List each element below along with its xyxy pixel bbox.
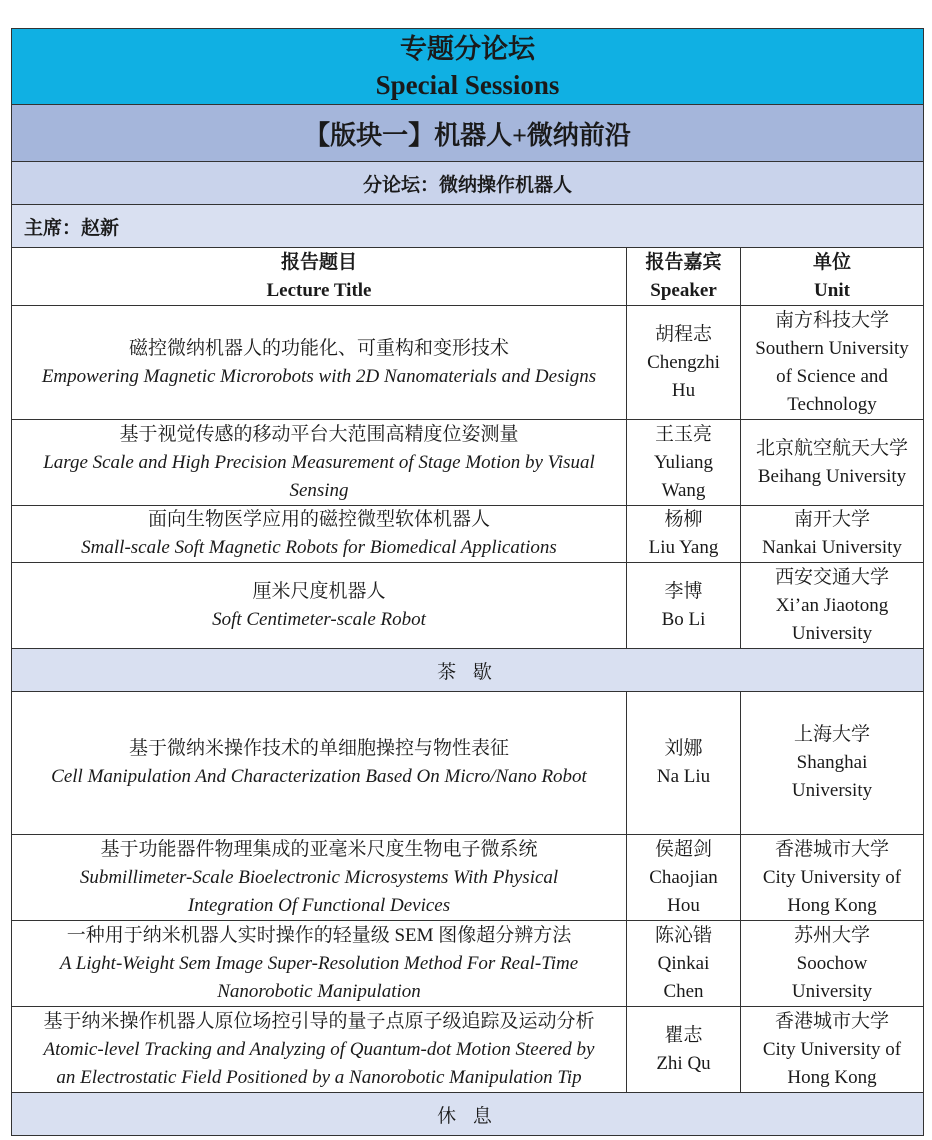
lecture-title-cell (12, 563, 627, 649)
unit-cell (741, 506, 924, 563)
subforum-title: 分论坛：微纳操作机器人 (12, 162, 924, 205)
unit-name: of Science and (776, 365, 888, 387)
lecture-title-cell (12, 835, 627, 921)
lecture-title-en: Atomic-level Tracking and Analyzing of Quantum-dot Motion Steered by (43, 1038, 595, 1060)
lecture-title-en: Cell Manipulation And Characterization Based On Micro/Nano Robot (51, 766, 587, 787)
col-unit-en: Unit (814, 279, 850, 301)
lecture-row (12, 506, 924, 563)
break-label: 茶 歇 (12, 649, 924, 692)
lecture-row (12, 921, 924, 1007)
speaker-name: 刘娜 (664, 738, 703, 759)
lecture-title-cn: 厘米尺度机器人 (252, 580, 386, 602)
speaker-name: Zhi Qu (656, 1052, 711, 1074)
title-en: Special Sessions (375, 69, 560, 100)
speaker-name: Hou (667, 894, 700, 916)
speaker-name: Hu (671, 379, 696, 401)
speaker-cell (627, 692, 741, 835)
lecture-title-cell (12, 306, 627, 420)
lecture-row (12, 1007, 924, 1093)
lecture-title-cell (12, 692, 627, 835)
lecture-title-cell (12, 1007, 627, 1093)
col-unit-cn: 单位 (813, 251, 852, 273)
unit-name: Nankai University (762, 537, 902, 558)
lecture-title-en: Empowering Magnetic Microrobots with 2D Nanomaterials and Designs (41, 365, 597, 387)
lecture-title-cn: 基于微纳米操作技术的单细胞操控与物性表征 (128, 738, 509, 759)
lecture-title-cn: 磁控微纳机器人的功能化、可重构和变形技术 (128, 337, 509, 359)
speaker-name: Chen (663, 980, 704, 1002)
lecture-title-en: Soft Centimeter-scale Robot (212, 608, 426, 630)
speaker-cell (627, 1007, 741, 1093)
page-title (12, 29, 924, 105)
lecture-title-cn: 基于功能器件物理集成的亚毫米尺度生物电子微系统 (100, 838, 538, 860)
lecture-title-en: Nanorobotic Manipulation (217, 980, 421, 1002)
speaker-name: Qinkai (657, 952, 710, 974)
speaker-cell (627, 306, 741, 420)
break-row (12, 1093, 924, 1136)
lecture-title-en: Sensing (289, 479, 349, 501)
speaker-cell (627, 563, 741, 649)
lecture-title-en: A Light-Weight Sem Image Super-Resolution Method For Real-Time (59, 952, 579, 974)
unit-cell (741, 306, 924, 420)
unit-name: University (791, 622, 873, 644)
lecture-title-cell (12, 921, 627, 1007)
col-title-cn: 报告题目 (280, 251, 357, 273)
unit-cell (741, 420, 924, 506)
col-header-title (12, 248, 627, 306)
lecture-title-cn: 基于视觉传感的移动平台大范围高精度位姿测量 (119, 423, 519, 445)
unit-name: 上海大学 (794, 724, 871, 745)
speaker-name: 侯超剑 (654, 838, 712, 860)
speaker-cell (627, 835, 741, 921)
lecture-row (12, 692, 924, 835)
lecture-row (12, 306, 924, 420)
lecture-title-en: an Electrostatic Field Positioned by a Nanorobotic Manipulation Tip (56, 1066, 582, 1088)
col-speaker-en: Speaker (650, 279, 717, 301)
title-cn: 专题分论坛 (400, 33, 535, 64)
speaker-name: 瞿志 (664, 1024, 703, 1046)
break-label: 休 息 (12, 1093, 924, 1136)
unit-name: University (791, 980, 873, 1002)
unit-name: Xi’an Jiaotong (775, 594, 889, 616)
speaker-name: 李博 (664, 580, 703, 602)
unit-name: 南方科技大学 (775, 309, 890, 331)
speaker-cell (627, 420, 741, 506)
unit-name: 香港城市大学 (775, 838, 890, 860)
speaker-name: 杨柳 (664, 509, 703, 530)
speaker-name: Wang (661, 479, 706, 501)
speaker-name: Na Liu (656, 766, 711, 787)
speaker-name: 陈沁锴 (654, 924, 712, 946)
unit-name: 北京航空航天大学 (756, 437, 909, 459)
module-title: 【版块一】机器人+微纳前沿 (12, 105, 924, 162)
unit-cell (741, 921, 924, 1007)
speaker-name: Yuliang (653, 451, 714, 473)
speaker-name: 王玉亮 (654, 423, 712, 445)
unit-name: Southern University (755, 337, 909, 359)
unit-name: 苏州大学 (794, 924, 871, 946)
break-row (12, 649, 924, 692)
lecture-title-en: Submillimeter-Scale Bioelectronic Microsystems With Physical (79, 866, 559, 888)
header-row (12, 29, 924, 105)
agenda (11, 28, 923, 1136)
col-header-speaker (627, 248, 741, 306)
lecture-title-en: Large Scale and High Precision Measurement of Stage Motion by Visual (43, 451, 595, 473)
unit-name: Hong Kong (787, 1066, 877, 1088)
unit-cell (741, 563, 924, 649)
speaker-name: 胡程志 (654, 323, 712, 345)
unit-name: City University of (762, 866, 902, 888)
unit-name: Soochow (796, 952, 868, 974)
speaker-name: Bo Li (661, 608, 706, 630)
speaker-cell (627, 921, 741, 1007)
lecture-title-en: Small-scale Soft Magnetic Robots for Biomedical Applications (81, 537, 557, 558)
unit-name: University (791, 780, 873, 801)
lecture-title-cn: 面向生物医学应用的磁控微型软体机器人 (147, 509, 490, 530)
unit-name: 西安交通大学 (775, 566, 890, 588)
lecture-title-cell (12, 420, 627, 506)
lecture-row (12, 563, 924, 649)
unit-cell (741, 692, 924, 835)
speaker-cell (627, 506, 741, 563)
unit-name: Technology (787, 393, 877, 415)
column-header-row (12, 248, 924, 306)
lecture-row (12, 420, 924, 506)
agenda-table (11, 28, 924, 1136)
col-title-en: Lecture Title (266, 279, 372, 301)
lecture-title-cn: 基于纳米操作机器人原位场控引导的量子点原子级追踪及运动分析 (43, 1010, 595, 1032)
unit-name: Hong Kong (787, 894, 877, 916)
speaker-name: Liu Yang (648, 537, 719, 558)
lecture-title-en: Integration Of Functional Devices (187, 894, 451, 916)
unit-name: 香港城市大学 (775, 1010, 890, 1032)
subforum-row (12, 162, 924, 205)
col-header-unit (741, 248, 924, 306)
unit-name: Beihang University (757, 465, 907, 487)
chair-label: 主席：赵新 (12, 205, 924, 248)
unit-name: City University of (762, 1038, 902, 1060)
unit-cell (741, 835, 924, 921)
col-speaker-cn: 报告嘉宾 (645, 251, 722, 273)
chair-row (12, 205, 924, 248)
speaker-name: Chaojian (649, 866, 718, 888)
lecture-row (12, 835, 924, 921)
speaker-name: Chengzhi (647, 351, 720, 373)
lecture-title-cn: 一种用于纳米机器人实时操作的轻量级 SEM 图像超分辨方法 (66, 924, 572, 946)
unit-name: 南开大学 (794, 509, 871, 530)
unit-name: Shanghai (796, 752, 868, 773)
unit-cell (741, 1007, 924, 1093)
lecture-title-cell (12, 506, 627, 563)
module-row (12, 105, 924, 162)
